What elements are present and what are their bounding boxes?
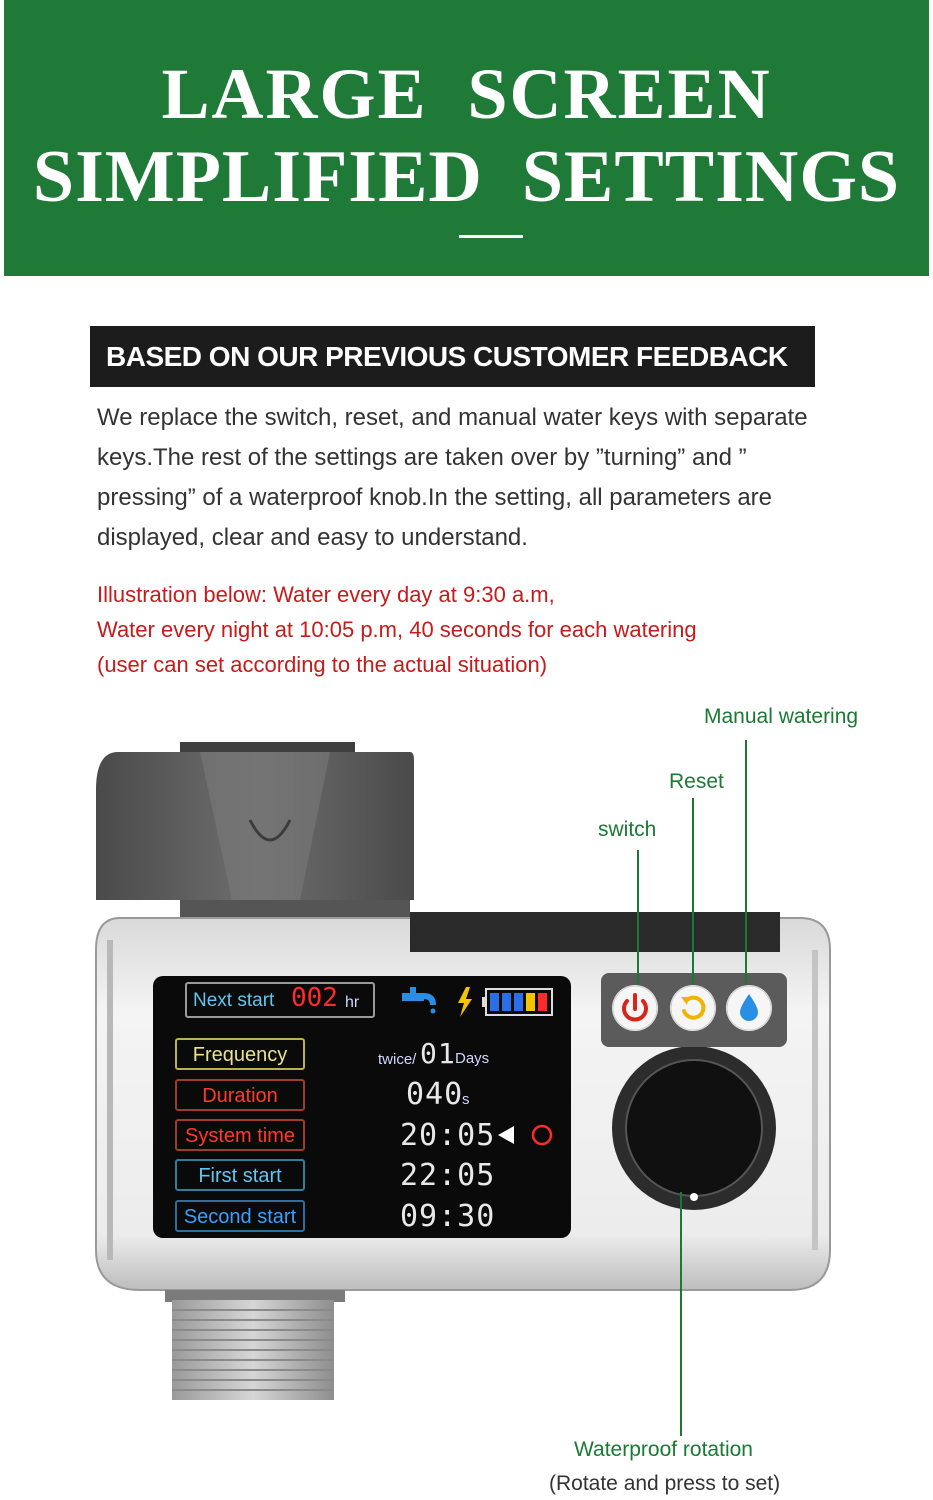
rotation-knob xyxy=(612,1046,776,1210)
frequency-value: 01 xyxy=(420,1037,456,1070)
second-start-label: Second start xyxy=(175,1200,305,1232)
duration-value: 040 xyxy=(406,1077,464,1112)
bolt-icon xyxy=(458,987,472,1017)
next-start-label: Next start xyxy=(193,990,275,1011)
selection-indicator xyxy=(496,1122,560,1148)
frequency-prefix: twice/ xyxy=(378,1051,417,1068)
system-time-value: 20:05 xyxy=(400,1118,496,1153)
manual-watering-label: Manual watering xyxy=(704,705,859,728)
rotation-sub-label: (Rotate and press to set) xyxy=(549,1472,781,1495)
faucet-icon xyxy=(402,987,436,1014)
reset-label: Reset xyxy=(669,770,724,793)
description-line: keys.The rest of the settings are taken over by ”turning” and ” xyxy=(97,444,747,471)
manual-watering-leader xyxy=(745,740,747,985)
reset-button[interactable] xyxy=(670,985,716,1031)
selection-circle-icon xyxy=(533,1126,551,1144)
outlet-thread xyxy=(165,1290,345,1400)
lcd-status-icons xyxy=(400,985,560,1019)
reset-leader xyxy=(692,798,694,985)
description-line: displayed, clear and easy to understand. xyxy=(97,524,528,551)
duration-label: Duration xyxy=(175,1079,305,1111)
rotation-leader xyxy=(680,1192,682,1436)
illustration-line: (user can set according to the actual situation) xyxy=(97,652,548,677)
selection-arrow-icon xyxy=(498,1126,514,1144)
next-start-panel xyxy=(185,982,375,1018)
banner-title-line1: LARGE SCREEN xyxy=(161,54,772,134)
banner-title-line2: SIMPLIFIED SETTINGS xyxy=(32,136,901,218)
system-time-label: System time xyxy=(175,1119,305,1151)
manual-watering-button[interactable] xyxy=(726,985,772,1031)
reset-icon xyxy=(670,985,716,1031)
section-heading: BASED ON OUR PREVIOUS CUSTOMER FEEDBACK xyxy=(90,326,815,387)
switch-label: switch xyxy=(598,818,657,841)
power-icon xyxy=(612,985,658,1031)
battery-icon xyxy=(482,989,552,1015)
second-start-value: 09:30 xyxy=(400,1199,496,1234)
first-start-value: 22:05 xyxy=(400,1158,496,1193)
illustration-line: Water every night at 10:05 p.m, 40 seconds for each watering xyxy=(97,617,697,642)
first-start-label: First start xyxy=(175,1159,305,1191)
switch-button[interactable] xyxy=(612,985,658,1031)
next-start-value: 002 xyxy=(291,983,338,1013)
water-drop-icon xyxy=(726,985,772,1031)
frequency-unit: Days xyxy=(455,1050,490,1067)
illustration-line: Illustration below: Water every day at 9:30 a.m, xyxy=(97,582,555,607)
next-start-unit: hr xyxy=(345,994,360,1011)
switch-leader xyxy=(637,850,639,985)
inlet-cap xyxy=(96,742,414,920)
duration-unit: s xyxy=(462,1091,470,1108)
frequency-label: Frequency xyxy=(175,1038,305,1070)
description-line: pressing” of a waterproof knob.In the setting, all parameters are xyxy=(97,484,773,511)
waterproof-rotation-label: Waterproof rotation xyxy=(574,1438,753,1461)
description-line: We replace the switch, reset, and manual water keys with separate xyxy=(97,404,808,431)
